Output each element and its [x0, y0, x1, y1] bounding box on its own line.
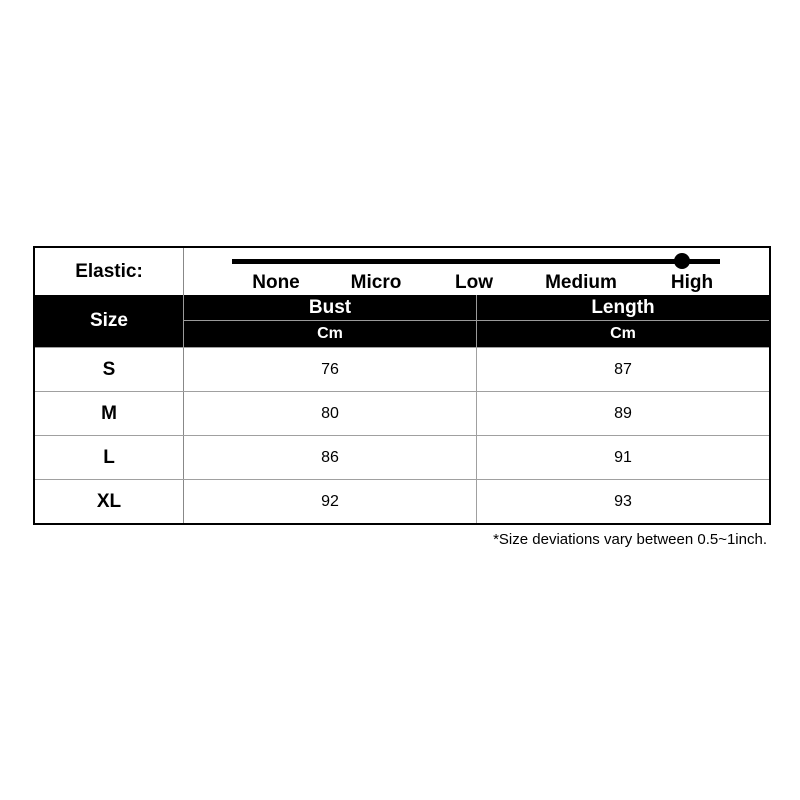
- header-size: Size: [35, 295, 184, 347]
- table-header: [35, 295, 769, 347]
- elastic-label: Elastic:: [35, 248, 184, 295]
- header-bust: Bust: [184, 295, 477, 321]
- size-chart: [33, 246, 771, 525]
- bust-cell: 76: [184, 348, 477, 391]
- header-length: Length: [477, 295, 769, 321]
- bust-cell: 86: [184, 436, 477, 479]
- size-cell: L: [35, 436, 184, 479]
- size-cell: S: [35, 348, 184, 391]
- header-bust-unit: Cm: [184, 321, 477, 347]
- elastic-level-none: None: [252, 272, 300, 293]
- elastic-row: [35, 248, 769, 295]
- header-length-unit: Cm: [610, 325, 636, 342]
- bust-cell: 92: [184, 480, 477, 523]
- length-cell: 89: [614, 404, 632, 422]
- size-cell: M: [35, 392, 184, 435]
- table-row: [35, 391, 769, 435]
- length-cell: 91: [614, 448, 632, 466]
- size-cell: XL: [35, 480, 184, 523]
- elastic-level-micro: Micro: [350, 272, 402, 293]
- elastic-level-low: Low: [455, 272, 493, 293]
- elastic-selected-marker: [674, 253, 690, 269]
- table-row: [35, 347, 769, 391]
- size-deviation-footnote: *Size deviations vary between 0.5~1inch.: [493, 531, 767, 548]
- elastic-scale-line: [232, 259, 720, 264]
- elastic-scale: [184, 248, 769, 295]
- length-cell: 87: [614, 360, 632, 378]
- table-row: [35, 435, 769, 479]
- bust-cell: 80: [184, 392, 477, 435]
- length-cell: 93: [614, 492, 632, 510]
- table-row: [35, 479, 769, 523]
- elastic-level-high: High: [670, 272, 714, 293]
- elastic-level-medium: Medium: [545, 272, 617, 293]
